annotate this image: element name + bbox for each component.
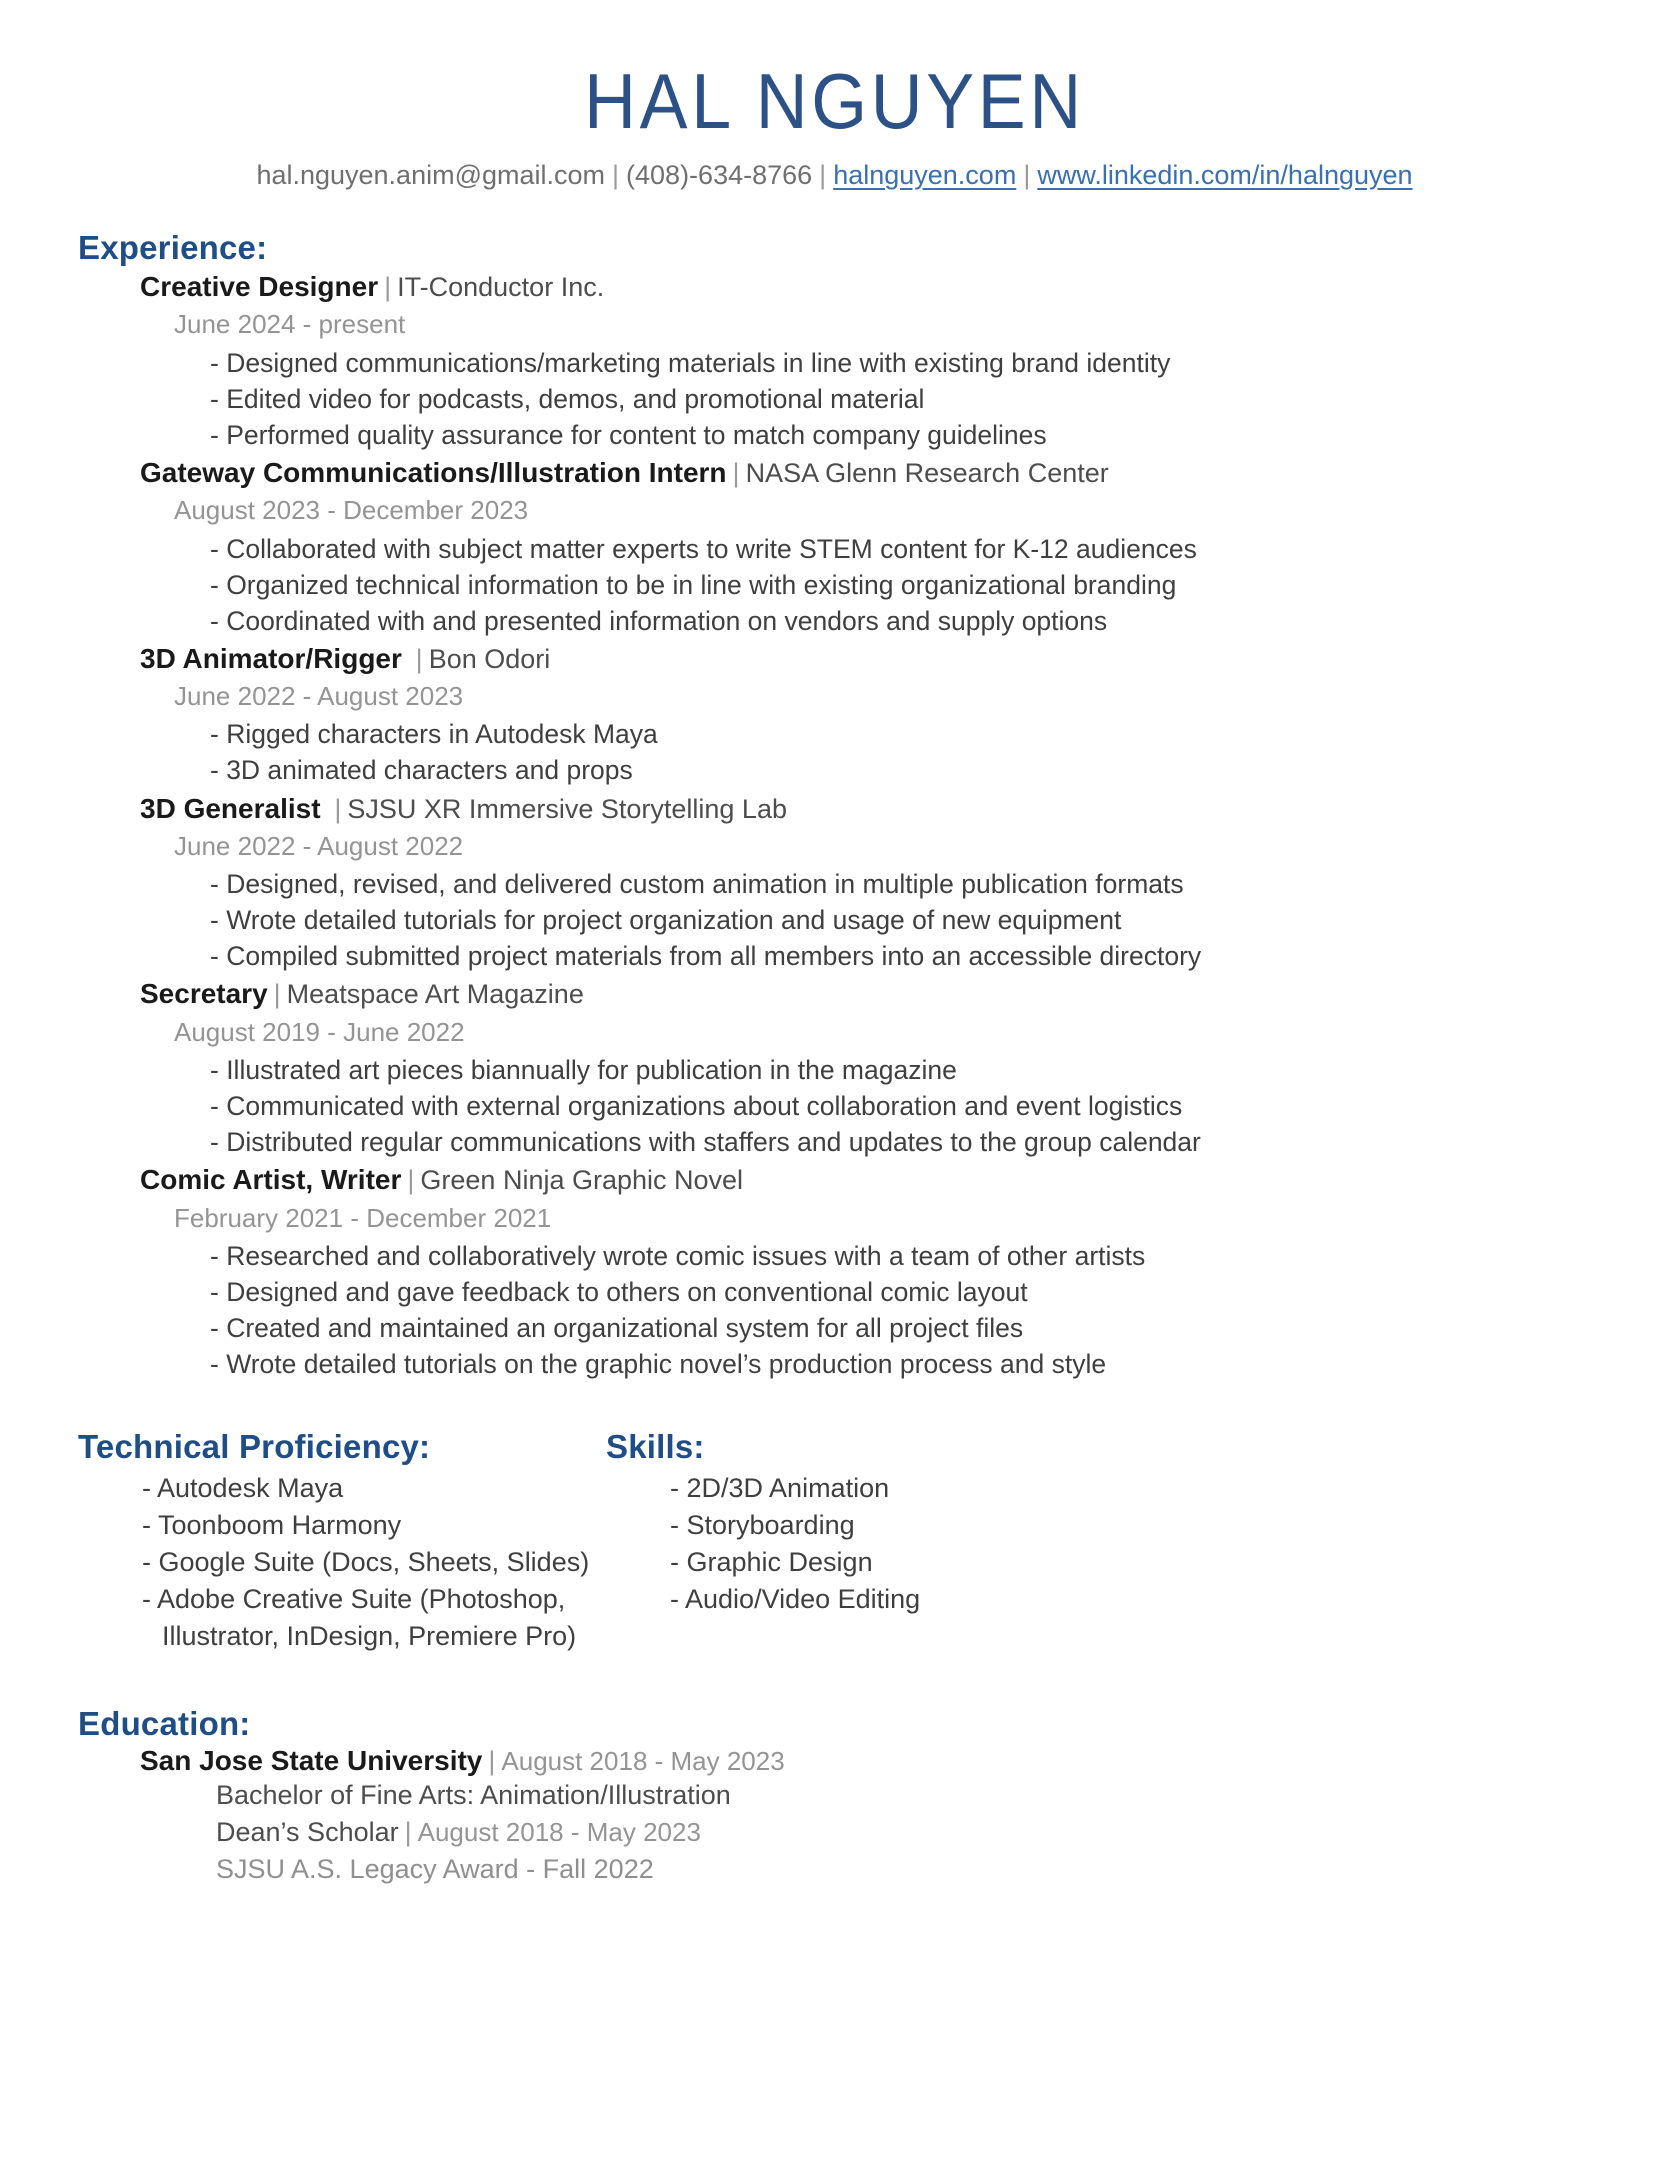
- experience-entry: [78, 641, 1591, 789]
- job-header: [140, 976, 1591, 1012]
- title-company-separator: |: [384, 272, 392, 302]
- experience-entry: [78, 269, 1591, 453]
- website-link[interactable]: halnguyen.com: [833, 160, 1017, 190]
- experience-entry: [78, 791, 1591, 975]
- skill-item-text: Graphic Design: [686, 1547, 873, 1578]
- title-company-separator: |: [273, 979, 281, 1010]
- title-company-separator: |: [407, 1165, 415, 1196]
- job-header: [140, 269, 1591, 305]
- education-honor-label: Dean’s Scholar: [216, 1816, 399, 1847]
- job-title: Secretary: [140, 978, 268, 1010]
- job-title: 3D Animator/Rigger: [140, 642, 410, 674]
- technical-proficiency-list: [78, 1470, 606, 1655]
- list-item: - Toonboom Harmony: [142, 1510, 402, 1541]
- list-item: - 2D/3D Animation: [670, 1473, 890, 1504]
- job-bullets: [78, 866, 1591, 974]
- skill-item-text: 2D/3D Animation: [686, 1473, 890, 1504]
- education-entry-header: [140, 1745, 1591, 1777]
- separator-3: |: [1023, 160, 1031, 190]
- job-bullets: [78, 531, 1591, 639]
- job-bullet: - Researched and collaboratively wrote comic issues with a team of other artists: [210, 1238, 1591, 1274]
- title-company-separator: |: [334, 793, 342, 824]
- job-dates: August 2019 - June 2022: [174, 1016, 465, 1047]
- job-bullet: - Designed communications/marketing materials in line with existing brand identity: [210, 345, 1591, 381]
- tech-item-text: Adobe Creative Suite (Photoshop,: [157, 1584, 566, 1615]
- job-bullet: - Communicated with external organizations about collaboration and event logistics: [210, 1088, 1591, 1124]
- job-header: [140, 641, 1591, 677]
- job-bullet: - Designed and gave feedback to others on conventional comic layout: [210, 1274, 1591, 1310]
- experience-entry: [78, 1162, 1591, 1382]
- contact-line: [78, 160, 1591, 191]
- education-school-dates: August 2018 - May 2023: [501, 1745, 785, 1776]
- job-bullet: - Coordinated with and presented information on vendors and supply options: [210, 603, 1591, 639]
- skills-block: [78, 1428, 1591, 1655]
- job-bullet: - Designed, revised, and delivered custom animation in multiple publication formats: [210, 866, 1591, 902]
- skills-section: [606, 1428, 1591, 1655]
- tech-item-text: Autodesk Maya: [157, 1473, 344, 1504]
- job-bullet: - Organized technical information to be in line with existing organizational branding: [210, 567, 1591, 603]
- tech-item-text: Toonboom Harmony: [158, 1510, 402, 1541]
- job-bullet: - 3D animated characters and props: [210, 752, 1591, 788]
- job-company: SJSU XR Immersive Storytelling Lab: [347, 793, 787, 824]
- tech-item-continuation: Illustrator, InDesign, Premiere Pro): [162, 1621, 577, 1651]
- job-company: Bon Odori: [428, 643, 551, 674]
- skill-item-text: Storyboarding: [686, 1510, 855, 1541]
- job-company: IT-Conductor Inc.: [397, 272, 605, 302]
- phone-text: (408)-634-8766: [626, 160, 813, 190]
- job-dates: June 2022 - August 2022: [174, 830, 464, 861]
- job-bullet: - Compiled submitted project materials from all members into an accessible directory: [210, 938, 1591, 974]
- job-dates: August 2023 - December 2023: [174, 495, 529, 526]
- job-dates: June 2022 - August 2023: [174, 681, 464, 712]
- skill-item-text: Audio/Video Editing: [685, 1584, 921, 1615]
- skills-heading: Skills:: [606, 1428, 705, 1466]
- job-title: Creative Designer: [140, 271, 379, 302]
- education-honor-dates: August 2018 - May 2023: [417, 1816, 701, 1847]
- resume-header: [78, 0, 1591, 191]
- job-bullet: - Wrote detailed tutorials for project organization and usage of new equipment: [210, 902, 1591, 938]
- technical-proficiency-heading: Technical Proficiency:: [78, 1428, 431, 1466]
- experience-section: [78, 229, 1591, 1382]
- education-honor: [216, 1814, 1591, 1851]
- job-company: Meatspace Art Magazine: [286, 979, 584, 1010]
- education-section: [78, 1705, 1591, 1888]
- job-bullet: - Illustrated art pieces biannually for publication in the magazine: [210, 1052, 1591, 1088]
- tech-item-text: Google Suite (Docs, Sheets, Slides): [158, 1547, 590, 1578]
- list-item: - Autodesk Maya: [142, 1473, 344, 1504]
- linkedin-link[interactable]: www.linkedin.com/in/halnguyen: [1037, 160, 1413, 190]
- experience-entry: [78, 455, 1591, 639]
- job-bullet: - Performed quality assurance for content to match company guidelines: [210, 417, 1591, 453]
- experience-entry: [78, 976, 1591, 1160]
- job-bullets: [78, 345, 1591, 453]
- title-company-separator: |: [732, 457, 740, 488]
- job-title: Comic Artist, Writer: [140, 1164, 402, 1196]
- email-text: hal.nguyen.anim@gmail.com: [256, 160, 606, 190]
- job-bullet: - Edited video for podcasts, demos, and promotional material: [210, 381, 1591, 417]
- job-bullet: - Wrote detailed tutorials on the graphic novel’s production process and style: [210, 1346, 1591, 1382]
- job-header: [140, 455, 1591, 491]
- honor-dates-separator: |: [404, 1816, 412, 1847]
- job-bullets: [78, 1238, 1591, 1382]
- job-bullet: - Created and maintained an organizational system for all project files: [210, 1310, 1591, 1346]
- candidate-name: HAL NGUYEN: [584, 57, 1085, 145]
- list-item: - Google Suite (Docs, Sheets, Slides): [142, 1547, 590, 1578]
- job-bullets: [78, 1052, 1591, 1160]
- job-dates: February 2021 - December 2021: [174, 1202, 552, 1233]
- separator-2: |: [819, 160, 827, 190]
- list-item: - Graphic Design: [670, 1547, 873, 1578]
- education-award: SJSU A.S. Legacy Award - Fall 2022: [216, 1853, 654, 1884]
- job-dates: June 2024 - present: [174, 309, 406, 340]
- job-company: Green Ninja Graphic Novel: [420, 1165, 744, 1196]
- job-header: [140, 791, 1591, 827]
- education-school: San Jose State University: [140, 1744, 483, 1776]
- job-bullet: - Collaborated with subject matter experts to write STEM content for K-12 audiences: [210, 531, 1591, 567]
- list-item: - Storyboarding: [670, 1510, 855, 1541]
- education-degree: Bachelor of Fine Arts: Animation/Illustration: [216, 1779, 731, 1810]
- job-company: NASA Glenn Research Center: [745, 457, 1109, 488]
- job-title: Gateway Communications/Illustration Intern: [140, 456, 727, 488]
- experience-heading: Experience:: [78, 229, 268, 266]
- technical-proficiency-section: [78, 1428, 606, 1655]
- education-heading: Education:: [78, 1704, 251, 1742]
- job-bullet: - Distributed regular communications with staffers and updates to the group calendar: [210, 1124, 1591, 1160]
- job-title: 3D Generalist: [140, 792, 329, 824]
- job-bullets: [78, 716, 1591, 788]
- list-item: - Audio/Video Editing: [670, 1584, 921, 1615]
- school-dates-separator: |: [488, 1745, 496, 1776]
- skills-list: [606, 1470, 1591, 1618]
- title-company-separator: |: [415, 643, 423, 674]
- job-header: [140, 1162, 1591, 1198]
- list-item: - Adobe Creative Suite (Photoshop, Illustrator, InDesign, Premiere Pro): [142, 1581, 606, 1655]
- separator-1: |: [612, 160, 620, 190]
- job-bullet: - Rigged characters in Autodesk Maya: [210, 716, 1591, 752]
